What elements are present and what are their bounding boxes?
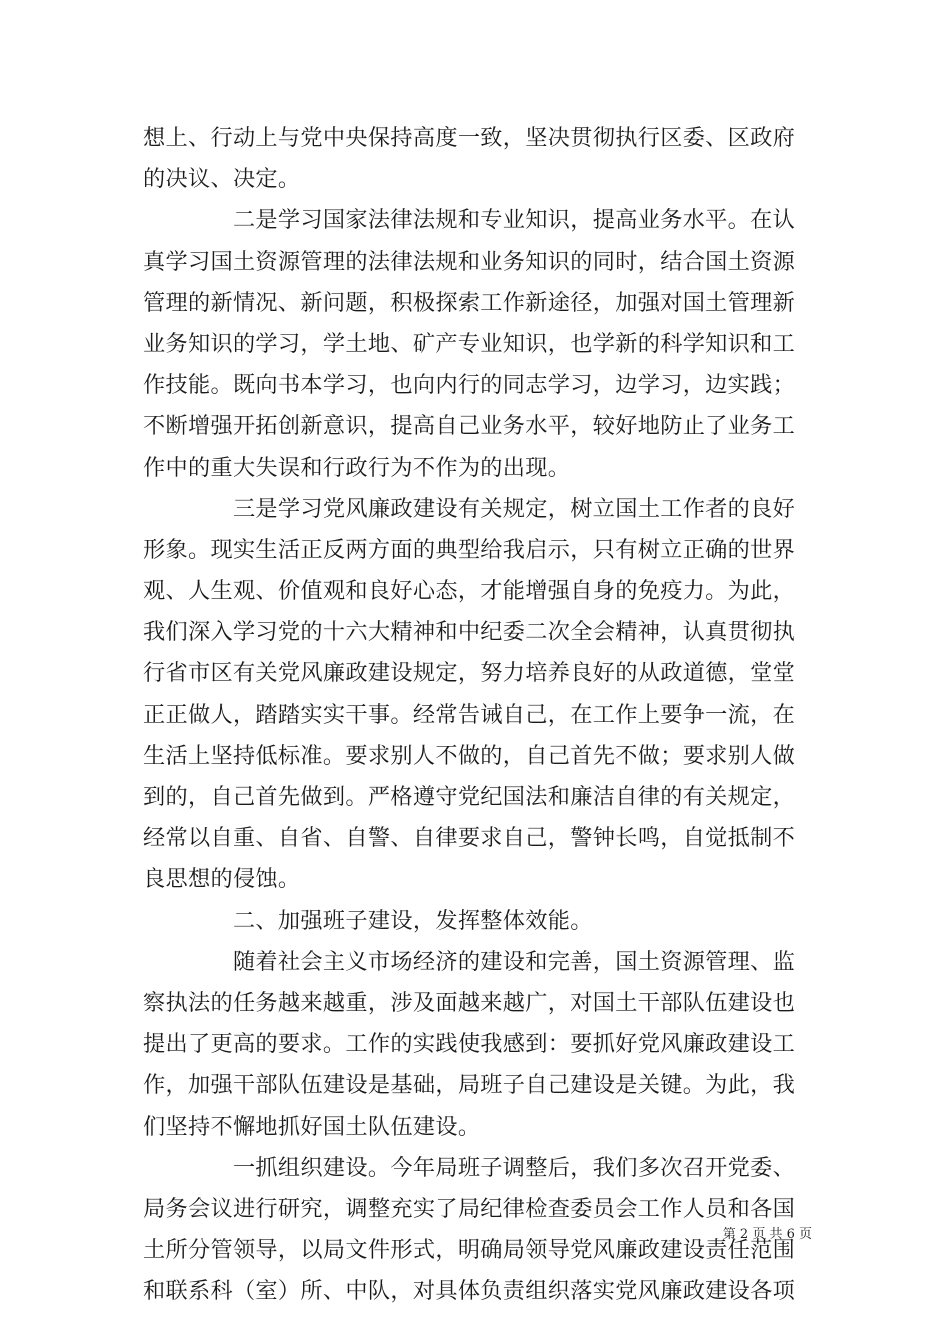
text-line: 良思想的侵蚀。 <box>143 866 301 893</box>
text-line: 一抓组织建设。今年局班子调整后，我们多次召开党委、 <box>143 1154 796 1181</box>
text-line: 三是学习党风廉政建设有关规定，树立国土工作者的良好 <box>143 495 796 522</box>
text-line: 局务会议进行研究，调整充实了局纪律检查委员会工作人员和各国 <box>143 1195 796 1222</box>
text-line: 作，加强干部队伍建设是基础，局班子自己建设是关键。为此，我 <box>143 1072 796 1099</box>
document-body <box>143 118 809 1312</box>
text-line: 察执法的任务越来越重，涉及面越来越广，对国土干部队伍建设也 <box>143 989 796 1016</box>
text-line: 行省市区有关党风廉政建设规定，努力培养良好的从政道德，堂堂 <box>143 660 796 687</box>
text-line: 管理的新情况、新问题，积极探索工作新途径，加强对国土管理新 <box>143 289 796 316</box>
text-line: 我们深入学习党的十六大精神和中纪委二次全会精神，认真贯彻执 <box>143 619 796 646</box>
text-line: 二是学习国家法律法规和专业知识，提高业务水平。在认 <box>143 207 796 234</box>
text-line: 和联系科（室）所、中队，对具体负责组织落实党风廉政建设各项 <box>143 1278 796 1305</box>
text-line: 正正做人，踏踏实实干事。经常告诫自己，在工作上要争一流，在 <box>143 701 796 728</box>
text-line: 想上、行动上与党中央保持高度一致，坚决贯彻执行区委、区政府 <box>143 125 796 151</box>
text-line: 真学习国土资源管理的法律法规和业务知识的同时，结合国土资源 <box>143 248 796 275</box>
text-line: 观、人生观、价值观和良好心态，才能增强自身的免疫力。为此， <box>143 578 796 605</box>
text-line: 作技能。既向书本学习，也向内行的同志学习，边学习，边实践； <box>143 372 796 399</box>
text-line: 业务知识的学习，学土地、矿产专业知识，也学新的科学知识和工 <box>143 330 796 357</box>
text-line: 经常以自重、自省、自警、自律要求自己，警钟长鸣，自觉抵制不 <box>143 825 796 852</box>
text-line: 形象。现实生活正反两方面的典型给我启示，只有树立正确的世界 <box>143 536 796 563</box>
text-line: 随着社会主义市场经济的建设和完善，国土资源管理、监 <box>143 948 796 975</box>
text-line: 土所分管领导，以局文件形式，明确局领导党风廉政建设责任范围 <box>143 1237 796 1264</box>
text-line: 生活上坚持低标准。要求别人不做的，自己首先不做；要求别人做 <box>143 742 796 769</box>
text-line: 提出了更高的要求。工作的实践使我感到：要抓好党风廉政建设工 <box>143 1031 796 1058</box>
text-line: 到的，自己首先做到。严格遵守党纪国法和廉洁自律的有关规定， <box>143 784 796 810</box>
text-line: 的决议、决定。 <box>143 166 301 193</box>
text-line: 作中的重大失误和行政行为不作为的出现。 <box>143 454 571 481</box>
page-number-footer: 第 2 页 共 6 页 <box>722 1227 812 1242</box>
section-heading: 二、加强班子建设，发挥整体效能。 <box>143 907 593 934</box>
text-line: 不断增强开拓创新意识，提高自己业务水平，较好地防止了业务工 <box>143 413 796 440</box>
text-line: 们坚持不懈地抓好国土队伍建设。 <box>143 1113 481 1140</box>
